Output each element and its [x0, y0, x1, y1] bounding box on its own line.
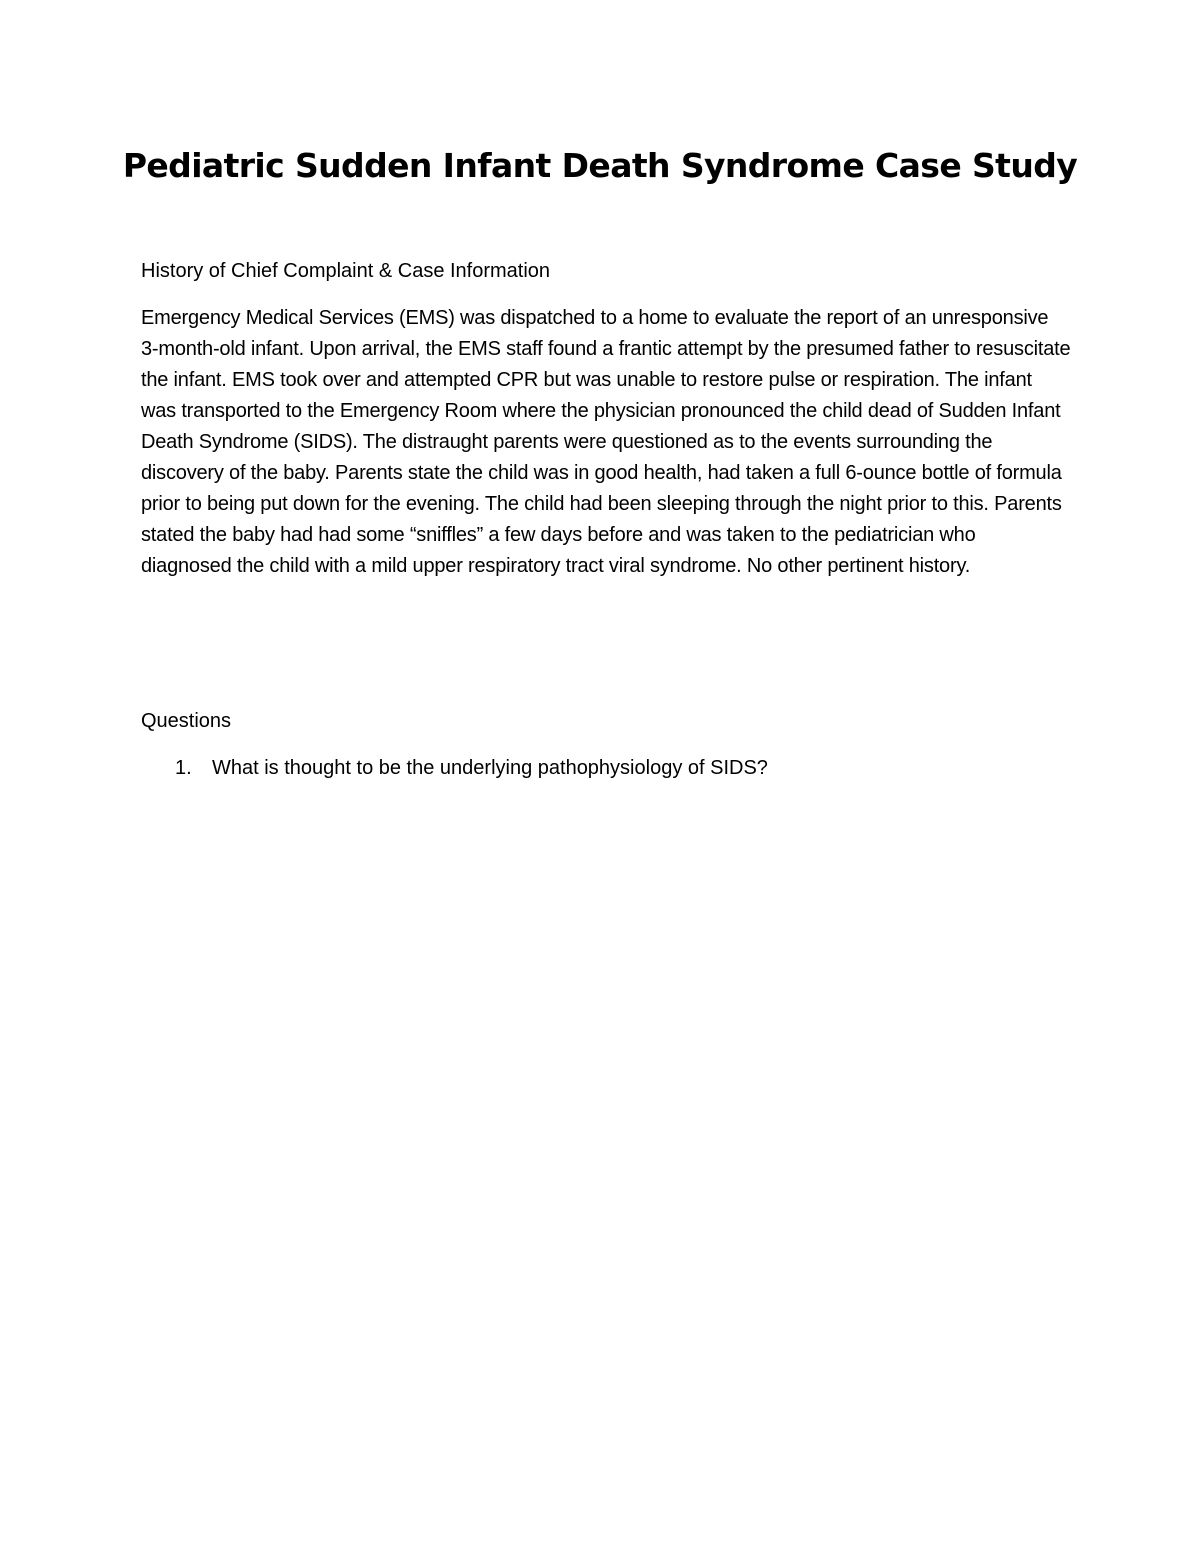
question-number: 1.	[175, 757, 192, 779]
questions-list	[141, 753, 1081, 784]
case-information-paragraph: Emergency Medical Services (EMS) was dispatched to a home to evaluate the report of an unresponsive 3-month-old infant. Upon arrival, the EMS staff found a frantic attempt by the presumed father to resuscitate the infant. EMS took over and attempted CPR but was unable to restore pulse or respiration. The infant was transported to the Emergency Room where the physician pronounced the child dead of Sudden Infant Death Syndrome (SIDS). The distraught parents were questioned as to the events surrounding the discovery of the baby. Parents state the child was in good health, had taken a full 6-ounce bottle of formula prior to being put down for the evening. The child had been sleeping through the night prior to this. Parents stated the baby had had some “sniffles” a few days before and was taken to the pediatrician who diagnosed the child with a mild upper respiratory tract viral syndrome. No other pertinent history.	[141, 307, 1071, 577]
question-item	[141, 753, 1081, 784]
document-title: Pediatric Sudden Infant Death Syndrome Case Study	[122, 146, 1078, 185]
history-section-heading: History of Chief Complaint & Case Information	[141, 260, 551, 282]
question-text: What is thought to be the underlying pathophysiology of SIDS?	[212, 757, 768, 779]
questions-section-heading: Questions	[141, 710, 232, 732]
